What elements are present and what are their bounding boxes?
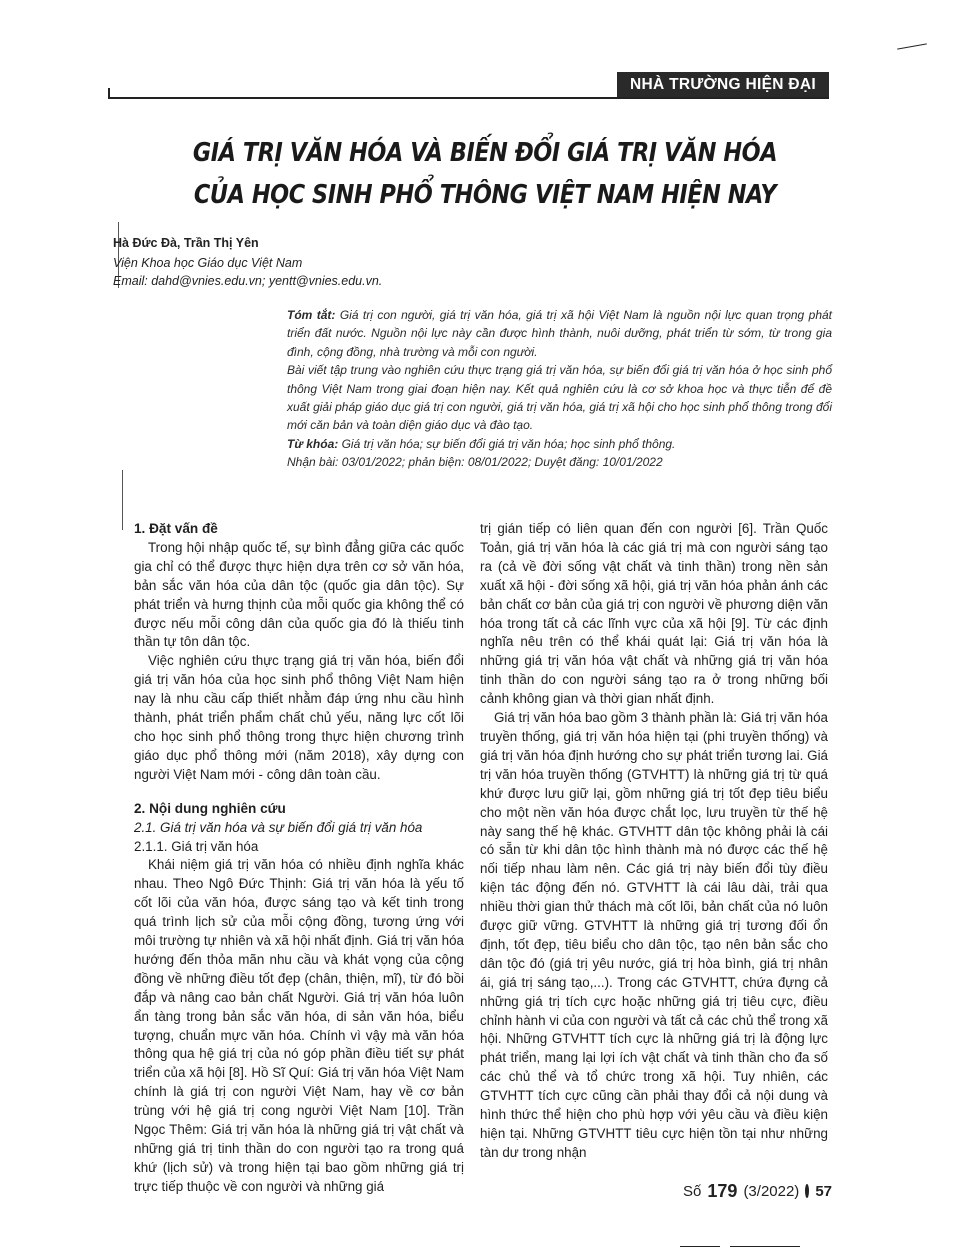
authors: Hà Đức Đà, Trần Thị Yên (113, 236, 259, 250)
issue-number: 179 (707, 1180, 738, 1201)
section-title: NHÀ TRƯỜNG HIỆN ĐẠI (630, 76, 816, 93)
paragraph: Trong hội nhập quốc tế, sự bình đẳng giữa các quốc gia chỉ có thể được thực hiện dựa trên cơ sở văn hóa, bản sắc văn hóa của dân tộc (quốc gia dân tộc). Sự phát triển và hưng thịnh của mỗi quốc gia không thể có được nếu mỗi công dân của quốc gia đó là thiếu tinh thần tự tôn dân tộc. (134, 539, 464, 650)
bottom-rule (680, 1246, 720, 1247)
issue-label: Số (683, 1182, 702, 1200)
keywords-text: Giá trị văn hóa; sự biến đổi giá trị văn hóa; học sinh phổ thông. (341, 436, 676, 451)
header-rule (108, 97, 829, 99)
abstract-label: Tóm tắt: (287, 308, 336, 322)
section-heading-1: 1. Đặt vấn đề (134, 521, 218, 536)
section-heading-2: 2. Nội dung nghiên cứu (134, 800, 286, 816)
corner-mark (897, 43, 927, 49)
paragraph: Giá trị văn hóa bao gồm 3 thành phần là: Giá trị văn hóa truyền thống, giá trị văn hóa hiện tại (phi truyền thống) và giá trị văn hóa định hướng cho sự phát triển tương lai. Giá trị văn hóa truyền thống (GTVHTT) là những giá trị từ quá khứ được lưu giữ lại, gồm những giá trị tốt đẹp tiêu biểu cho một nền văn hóa được chắt lọc, lưu truyền từ thế hệ này sang thế hệ khác. GTVHTT dân tộc không phải là cái có sẵn từ khi dân tộc hình thành mà nó được các thế hệ nối tiếp nhau làm nên. Các giá trị này biến đổi tùy điều kiện tác động đến nó. GTVHTT là cái lâu dài, trải qua nhiều thời gian thử thách mà cốt lõi, bản chất của nó luôn được giữ vững. GTVHTT là những giá trị tương đối ổn định, tốt đẹp, tiêu biểu cho dân tộc, tạo nên bản sắc cho dân tộc đó (giá trị yêu nước, giá trị hòa bình, giá trị nhân ái, giá trị sáng tạo,...). Trong các GTVHTT, chứa đựng cả những giá trị tích cực hoặc những giá trị tiêu cực, điều chỉnh hành vi của con người và tất cả các chủ thể trong xã hội. Những GTVHTT tích cực là những giá trị là động lực phát triển, mang lại lợi ích vật chất và tinh thần cho đa số các chủ thể và tổ chức trong xã hội. Tuy nhiên, các GTVHTT tích cực cũng cần phải thay đổi cả nội dung và hình thức thể hiện cho phù hợp với yêu cầu và điều kiện hiện tại. Những GTVHTT tiêu cực hiện tồn tại như những tàn dư trong nhận (480, 710, 828, 1160)
paragraph: Khái niệm giá trị văn hóa có nhiều định nghĩa khác nhau. Theo Ngô Đức Thịnh: Giá trị văn hóa là yếu tố cốt lõi của văn hóa, được sáng tạo và kết tinh trong quá trình lịch sử của mỗi cộng đồng, tương ứng với môi trường tự nhiên và xã hội nhất định. Giá trị văn hóa hướng đến thỏa mãn nhu cầu và khát vọng của cộng đồng về những điều tốt đẹp (chân, thiện, mĩ), từ đó bồi đắp và nâng cao bản chất Người. Giá trị văn hóa luôn ẩn tàng trong bản sắc văn hóa, di sản văn hóa, biểu tượng, chuẩn mực văn hóa. Chính vì vậy mà văn hóa thông qua hệ giá trị của nó góp phần điều tiết sự phát triển của xã hội [8]. Hồ Sĩ Quí: Giá trị văn hóa Việt Nam chính là giá trị con người Việt Nam, hay về cơ bản trùng với hệ giá trị cong người Việt Nam [10]. Trần Ngọc Thêm: Giá trị văn hóa là những giá trị vật chất và những giá trị tinh thần do con người tạo ra trong quá khứ (lịch sử) và trong hiện tại bao gồm những giá trị trực tiếp thuộc về con người và những giá (134, 857, 464, 1194)
margin-line (122, 470, 123, 530)
email: Email: dahd@vnies.edu.vn; yentt@vnies.edu.vn. (113, 274, 383, 288)
bullet-circle-icon (805, 1184, 809, 1198)
header-rule-left (108, 88, 110, 99)
article-title-line-1: GIÁ TRỊ VĂN HÓA VÀ BIẾN ĐỔI GIÁ TRỊ VĂN HÓA (192, 138, 778, 168)
right-column (480, 520, 828, 1163)
page-number: 57 (815, 1182, 832, 1200)
abstract-text-1: Giá trị con người, giá trị văn hóa, giá trị xã hội Việt Nam là nguồn nội lực quan trọng phát triển đất nước. Nguồn nội lực này cần được hình thành, nuôi dưỡng, phát triển từ sớm, từ trong gia đình, cộng đồng, nhà trường và mỗi con người. (287, 308, 832, 359)
abstract (287, 306, 832, 472)
article-dates: Nhận bài: 03/01/2022; phản biện: 08/01/2022; Duyệt đăng: 10/01/2022 (287, 455, 663, 470)
subsection-heading: 2.1. Giá trị văn hóa và sự biến đổi giá trị văn hóa (134, 819, 423, 835)
paragraph: Việc nghiên cứu thực trạng giá trị văn hóa, biến đổi giá trị văn hóa của học sinh phổ thông Việt Nam hiện nay là nhu cầu cấp thiết nhằm đáp ứng nhu cầu hình thành, phát triển phẩm chất chủ yếu, năng lực cốt lõi cho học sinh phổ thông trong thực hiện chương trình giáo dục phổ thông mới (năm 2018), xây dựng con người Việt Nam mới - công dân toàn cầu. (134, 653, 464, 782)
left-column (134, 520, 464, 1197)
keywords-label: Từ khóa: (287, 436, 339, 451)
keywords (287, 435, 832, 453)
abstract-paragraph-2: Bài viết tập trung vào nghiên cứu thực trạng giá trị văn hóa, sự biến đổi giá trị văn hóa ở học sinh phổ thông Việt Nam trong giai đoạn hiện nay. Kết quả nghiên cứu là cơ sở khoa học và thực tiễn để đề xuất giải pháp giáo dục giá trị con người, giá trị văn hóa, giá trị xã hội cho học sinh phổ thông trong đổi mới căn bản và toàn diện giáo dục và đào tạo. (287, 363, 832, 433)
page-footer (683, 1178, 832, 1204)
subsubsection-heading: 2.1.1. Giá trị văn hóa (134, 838, 259, 854)
article-title-line-2: CỦA HỌC SINH PHỔ THÔNG VIỆT NAM HIỆN NAY (193, 180, 777, 210)
issue-date: (3/2022) (743, 1182, 800, 1200)
section-banner (617, 72, 829, 98)
bottom-rule (730, 1246, 800, 1247)
paragraph: trị gián tiếp có liên quan đến con người [6]. Trần Quốc Toản, giá trị văn hóa là các giá trị mà con người sáng tạo ra (cả về đời sống vật chất và tinh thần) trong nền sản xuất xã hội - đời sống xã hội, giá trị văn hóa phản ánh các bản chất cơ bản của giá trị con người về phương diện văn hóa trong tất cả các lĩnh vực của xã hội [9]. Từ các định nghĩa nêu trên có thể khái quát lại: Giá trị văn hóa là những giá trị văn hóa vật chất và những giá trị văn hóa tinh thần do con người sáng tạo ra ở trong những bối cảnh không gian và thời gian nhất định. (480, 521, 828, 707)
affiliation: Viện Khoa học Giáo dục Việt Nam (113, 256, 303, 270)
abstract-paragraph-1 (287, 306, 832, 361)
